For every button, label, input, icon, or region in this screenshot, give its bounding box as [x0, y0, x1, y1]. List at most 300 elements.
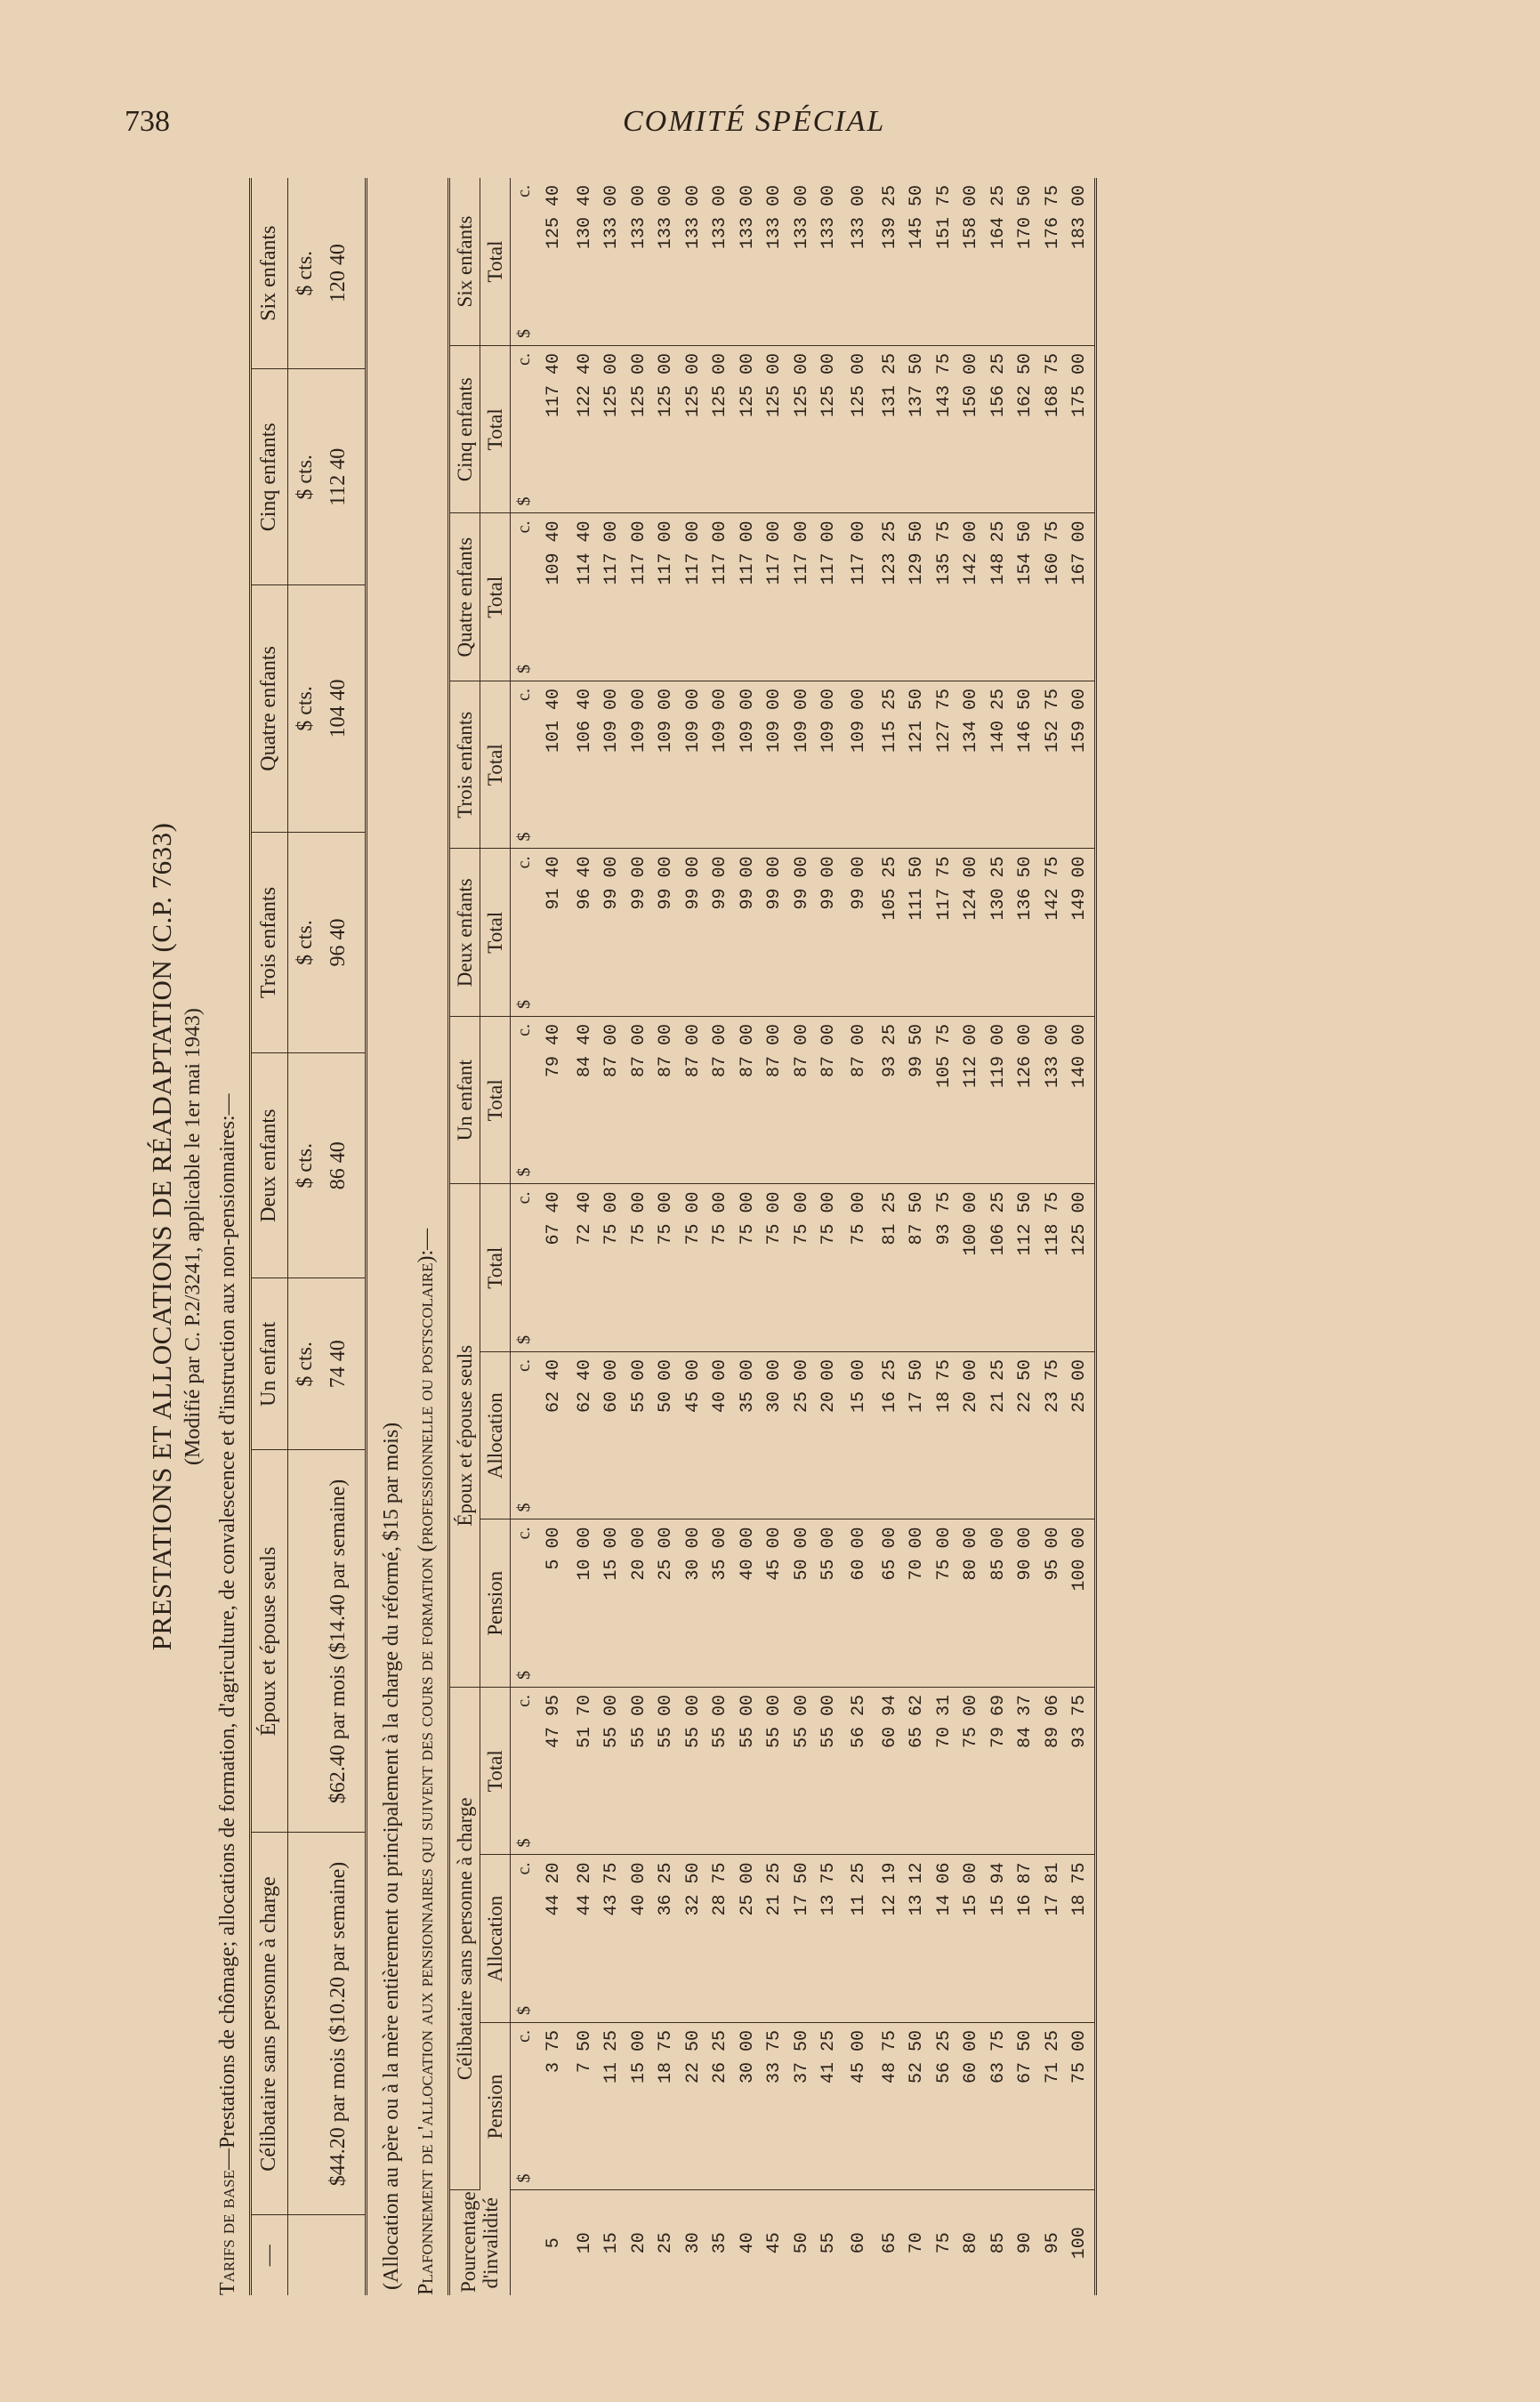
- value-cell: 18 75: [1067, 1855, 1095, 2023]
- dollar-unit: $: [514, 1167, 535, 1177]
- value-cell: 109 00: [816, 681, 843, 850]
- rotated-page-content: [142, 178, 1441, 2295]
- value-cell: 18 75: [931, 1352, 959, 1520]
- base-value-cell: 74 40: [319, 1278, 367, 1450]
- base-rates-header-row: [251, 178, 288, 2295]
- value-cell: 75 00: [1067, 2023, 1095, 2191]
- value-cell: 60 00: [843, 1519, 877, 1688]
- value-cell: 87 00: [735, 1017, 762, 1185]
- value-cell: 124 00: [958, 849, 986, 1017]
- value-cell: 125 00: [843, 346, 877, 514]
- value-cell: 133 00: [653, 178, 681, 346]
- value-cell: 133 00: [599, 178, 626, 346]
- value-cell: 152 75: [1040, 681, 1068, 850]
- table-row: [958, 178, 986, 2295]
- percentage-cell: 80: [961, 2232, 982, 2254]
- value-cell: 13 75: [816, 1855, 843, 2023]
- percentage-cell: 10: [574, 2232, 595, 2254]
- value-cell: 75 00: [653, 1184, 681, 1352]
- plafond-subheader-cell: Total: [480, 681, 510, 850]
- cents-unit: c.: [514, 1862, 535, 1875]
- group-celibataire-header: Célibataire sans personne à charge: [448, 1688, 480, 2191]
- value-cell: 71 25: [1040, 2023, 1068, 2191]
- value-cell: 135 75: [931, 513, 959, 681]
- table-row: [572, 178, 600, 2295]
- value-cell: 21 25: [762, 1855, 789, 2023]
- dollar-unit: $: [514, 329, 535, 338]
- value-cell: 106 25: [986, 1184, 1013, 1352]
- value-cell: 56 25: [843, 1688, 877, 1856]
- value-cell: 33 75: [762, 2023, 789, 2191]
- value-cell: 81 25: [877, 1184, 905, 1352]
- value-cell: 164 25: [986, 178, 1013, 346]
- table-row: [1012, 178, 1040, 2295]
- plafond-subheader-cell: Total: [480, 178, 510, 346]
- value-cell: 87 00: [762, 1017, 789, 1185]
- table-row: [931, 178, 959, 2295]
- value-cell: 84 37: [1012, 1688, 1040, 1856]
- value-cell: 168 75: [1040, 346, 1068, 514]
- value-cell: 84 40: [572, 1017, 600, 1185]
- value-cell: 45 00: [681, 1352, 708, 1520]
- dollar-unit: $: [514, 1000, 535, 1009]
- value-cell: 44 20: [538, 1855, 572, 2023]
- value-cell: 117 00: [843, 513, 877, 681]
- cents-unit: c.: [514, 2030, 535, 2043]
- value-cell: 75 00: [599, 1184, 626, 1352]
- value-cell: 145 50: [904, 178, 931, 346]
- value-cell: 20 00: [626, 1519, 654, 1688]
- value-cell: 87 00: [653, 1017, 681, 1185]
- value-cell: 60 94: [877, 1688, 905, 1856]
- percentage-cell: 85: [988, 2232, 1009, 2254]
- plafond-unit-cell: [511, 2190, 538, 2295]
- value-cell: 87 00: [707, 1017, 735, 1185]
- value-cell: 26 25: [707, 2023, 735, 2191]
- plafond-unit-cell: [511, 346, 538, 514]
- value-cell: 114 40: [572, 513, 600, 681]
- value-cell: 175 00: [1067, 346, 1095, 514]
- cents-unit: c.: [514, 520, 535, 534]
- base-value-cell: 112 40: [319, 369, 367, 585]
- value-cell: 75 00: [626, 1184, 654, 1352]
- children-5-header: Cinq enfants: [448, 346, 480, 514]
- value-cell: 75 00: [707, 1184, 735, 1352]
- value-cell: 125 00: [707, 346, 735, 514]
- percentage-cell: 35: [710, 2232, 731, 2254]
- value-cell: 55 00: [762, 1688, 789, 1856]
- plafond-header-row-1: [448, 178, 480, 2295]
- base-header-cell: Quatre enfants: [251, 585, 288, 832]
- value-cell: 15 00: [599, 1519, 626, 1688]
- value-cell: 28 75: [707, 1855, 735, 2023]
- value-cell: 125 00: [735, 346, 762, 514]
- value-cell: 125 40: [538, 178, 572, 346]
- value-cell: 117 00: [762, 513, 789, 681]
- value-cell: 22 50: [681, 2023, 708, 2191]
- value-cell: 3 75: [538, 2023, 572, 2191]
- dollar-unit: $: [514, 1335, 535, 1344]
- value-cell: 41 25: [816, 2023, 843, 2191]
- percentage-cell: 60: [849, 2232, 870, 2254]
- base-rates-intro: [216, 178, 240, 2295]
- value-cell: 99 00: [843, 849, 877, 1017]
- percentage-cell: 95: [1042, 2232, 1063, 2254]
- value-cell: 99 00: [735, 849, 762, 1017]
- value-cell: 62 40: [572, 1352, 600, 1520]
- children-3-header: Trois enfants: [448, 681, 480, 850]
- value-cell: 11 25: [843, 1855, 877, 2023]
- table-row: [538, 178, 572, 2295]
- plafond-unit-cell: [511, 1688, 538, 1856]
- table-row: [599, 178, 626, 2295]
- value-cell: 96 40: [572, 849, 600, 1017]
- value-cell: 25 00: [789, 1352, 817, 1520]
- plafond-table: [447, 178, 1097, 2295]
- value-cell: 89 06: [1040, 1688, 1068, 1856]
- percentage-cell: 40: [737, 2232, 758, 2254]
- value-cell: 22 50: [1012, 1352, 1040, 1520]
- value-cell: 62 40: [538, 1352, 572, 1520]
- value-cell: 17 81: [1040, 1855, 1068, 2023]
- base-header-cell: Cinq enfants: [251, 369, 288, 585]
- table-row: [986, 178, 1013, 2295]
- value-cell: 159 00: [1067, 681, 1095, 850]
- value-cell: 87 00: [789, 1017, 817, 1185]
- value-cell: 140 00: [1067, 1017, 1095, 1185]
- table-row: [626, 178, 654, 2295]
- value-cell: 17 50: [789, 1855, 817, 2023]
- parent-allocation-note: (Allocation au père ou à la mère entièrement ou principalement à la charge du réformé, $15 par mois): [379, 1422, 403, 2290]
- base-unit-cell: $ cts.: [287, 1278, 319, 1450]
- percentage-cell: 20: [628, 2232, 649, 2254]
- value-cell: 99 50: [904, 1017, 931, 1185]
- base-rates-lead: Tarifs de base: [216, 2170, 239, 2295]
- value-cell: 17 50: [904, 1352, 931, 1520]
- base-header-cell: Deux enfants: [251, 1053, 288, 1278]
- value-cell: 55 00: [599, 1688, 626, 1856]
- dollar-unit: $: [514, 2173, 535, 2183]
- value-cell: 142 00: [958, 513, 986, 681]
- value-cell: 14 06: [931, 1855, 959, 2023]
- col-pourcentage-header: Pourcentage d'invalidité: [448, 2190, 511, 2295]
- dollar-unit: $: [514, 1503, 535, 1512]
- value-cell: 129 50: [904, 513, 931, 681]
- value-cell: 87 50: [904, 1184, 931, 1352]
- value-cell: 10 00: [572, 1519, 600, 1688]
- value-cell: 75 00: [816, 1184, 843, 1352]
- base-rates-unit-row: [287, 178, 319, 2295]
- value-cell: 36 25: [653, 1855, 681, 2023]
- value-cell: 23 75: [1040, 1352, 1068, 1520]
- children-2-header: Deux enfants: [448, 849, 480, 1017]
- value-cell: 48 75: [877, 2023, 905, 2191]
- value-cell: 115 25: [877, 681, 905, 850]
- cents-unit: c.: [514, 856, 535, 869]
- children-4-header: Quatre enfants: [448, 513, 480, 681]
- value-cell: 149 00: [1067, 849, 1095, 1017]
- plafond-unit-cell: [511, 1855, 538, 2023]
- value-cell: 109 00: [762, 681, 789, 850]
- base-header-cell: Célibataire sans personne à charge: [251, 1833, 288, 2215]
- percentage-cell: 15: [601, 2232, 623, 2254]
- value-cell: 55 00: [626, 1688, 654, 1856]
- value-cell: 95 00: [1040, 1519, 1068, 1688]
- value-cell: 109 00: [681, 681, 708, 850]
- value-cell: 154 50: [1012, 513, 1040, 681]
- value-cell: 11 25: [599, 2023, 626, 2191]
- value-cell: 109 00: [843, 681, 877, 850]
- value-cell: 99 00: [599, 849, 626, 1017]
- value-cell: 65 62: [904, 1688, 931, 1856]
- value-cell: 13 12: [904, 1855, 931, 2023]
- base-value-cell: 86 40: [319, 1053, 367, 1278]
- value-cell: 125 00: [1067, 1184, 1095, 1352]
- value-cell: 85 00: [986, 1519, 1013, 1688]
- value-cell: 60 00: [599, 1352, 626, 1520]
- plafond-subheader-cell: Total: [480, 849, 510, 1017]
- base-header-cell: Un enfant: [251, 1278, 288, 1450]
- dollar-unit: $: [514, 1671, 535, 1680]
- dollar-unit: $: [514, 832, 535, 842]
- percentage-cell: 45: [764, 2232, 786, 2254]
- plafond-subheader-cell: Total: [480, 1688, 510, 1856]
- value-cell: 91 40: [538, 849, 572, 1017]
- value-cell: 117 00: [816, 513, 843, 681]
- value-cell: 133 00: [843, 178, 877, 346]
- base-unit-cell: $ cts.: [287, 1053, 319, 1278]
- value-cell: 117 00: [707, 513, 735, 681]
- plafond-subheader-cell: Allocation: [480, 1352, 510, 1520]
- plafond-subheader-cell: Pension: [480, 2023, 510, 2191]
- value-cell: 20 00: [816, 1352, 843, 1520]
- value-cell: 112 00: [958, 1017, 986, 1185]
- base-rates-text: —Prestations de chômage; allocations de formation, d'agriculture, de convalescence et d'instruction aux non-pensionnaires:—: [216, 1093, 239, 2171]
- value-cell: 100 00: [1067, 1519, 1095, 1688]
- percentage-cell: 5: [544, 2237, 565, 2249]
- value-cell: 55 00: [653, 1688, 681, 1856]
- value-cell: 55 00: [707, 1688, 735, 1856]
- value-cell: 55 00: [626, 1352, 654, 1520]
- table-row: [789, 178, 817, 2295]
- table-row: [843, 178, 877, 2295]
- value-cell: 105 75: [931, 1017, 959, 1185]
- dollar-unit: $: [514, 1838, 535, 1848]
- cents-unit: c.: [514, 353, 535, 366]
- value-cell: 30 00: [735, 2023, 762, 2191]
- value-cell: 70 00: [904, 1519, 931, 1688]
- value-cell: 87 00: [681, 1017, 708, 1185]
- value-cell: 16 25: [877, 1352, 905, 1520]
- value-cell: 133 00: [681, 178, 708, 346]
- value-cell: 52 50: [904, 2023, 931, 2191]
- percentage-cell: 55: [818, 2232, 840, 2254]
- value-cell: 142 75: [1040, 849, 1068, 1017]
- value-cell: 119 00: [986, 1017, 1013, 1185]
- percentage-cell: 90: [1015, 2232, 1036, 2254]
- value-cell: 70 31: [931, 1688, 959, 1856]
- base-value-cell: 120 40: [319, 178, 367, 369]
- value-cell: 5 00: [538, 1519, 572, 1688]
- cents-unit: c.: [514, 1024, 535, 1036]
- value-cell: 105 25: [877, 849, 905, 1017]
- base-unit-cell: $ cts.: [287, 585, 319, 832]
- cents-unit: c.: [514, 1695, 535, 1707]
- value-cell: 123 25: [877, 513, 905, 681]
- value-cell: 109 00: [626, 681, 654, 850]
- percentage-cell: 75: [933, 2232, 955, 2254]
- value-cell: 140 25: [986, 681, 1013, 850]
- value-cell: 63 75: [986, 2023, 1013, 2191]
- value-cell: 67 40: [538, 1184, 572, 1352]
- plafond-subheader-cell: Pension: [480, 1519, 510, 1688]
- value-cell: 117 00: [599, 513, 626, 681]
- value-cell: 118 75: [1040, 1184, 1068, 1352]
- table-row: [1067, 178, 1095, 2295]
- value-cell: 125 00: [681, 346, 708, 514]
- value-cell: 109 00: [735, 681, 762, 850]
- document-title: PRESTATIONS ET ALLOCATIONS DE RÉADAPTATION (C.P. 7633): [146, 822, 177, 1651]
- value-cell: 146 50: [1012, 681, 1040, 850]
- value-cell: 125 00: [762, 346, 789, 514]
- plafond-subheader-cell: Allocation: [480, 1855, 510, 2023]
- group-epoux-header: Époux et épouse seuls: [448, 1184, 480, 1688]
- base-unit-cell: $ cts.: [287, 369, 319, 585]
- children-1-header: Un enfant: [448, 1017, 480, 1185]
- plafond-subheader-cell: Total: [480, 1184, 510, 1352]
- value-cell: 65 00: [877, 1519, 905, 1688]
- value-cell: 25 00: [653, 1519, 681, 1688]
- table-row: [681, 178, 708, 2295]
- plafond-unit-cell: [511, 1352, 538, 1520]
- percentage-cell: 70: [907, 2232, 928, 2254]
- value-cell: 122 40: [572, 346, 600, 514]
- value-cell: 75 00: [762, 1184, 789, 1352]
- value-cell: 117 75: [931, 849, 959, 1017]
- base-value-cell: [319, 2215, 367, 2295]
- value-cell: 126 00: [1012, 1017, 1040, 1185]
- value-cell: 93 25: [877, 1017, 905, 1185]
- value-cell: 55 00: [816, 1519, 843, 1688]
- value-cell: 133 00: [735, 178, 762, 346]
- running-title: COMITÉ SPÉCIAL: [623, 105, 886, 138]
- percentage-cell: 50: [791, 2232, 812, 2254]
- value-cell: 20 00: [958, 1352, 986, 1520]
- value-cell: 16 87: [1012, 1855, 1040, 2023]
- value-cell: 125 00: [816, 346, 843, 514]
- value-cell: 109 00: [653, 681, 681, 850]
- table-row: [735, 178, 762, 2295]
- document-subtitle: (Modifié par C. P.2/3241, applicable le 1er mai 1943): [181, 1008, 205, 1465]
- value-cell: 79 69: [986, 1688, 1013, 1856]
- value-cell: 80 00: [958, 1519, 986, 1688]
- percentage-cell: 100: [1069, 2227, 1091, 2260]
- value-cell: 30 00: [762, 1352, 789, 1520]
- value-cell: 44 20: [572, 1855, 600, 2023]
- value-cell: 87 00: [626, 1017, 654, 1185]
- table-row: [707, 178, 735, 2295]
- plafond-unit-row: [511, 178, 538, 2295]
- plafond-unit-cell: [511, 849, 538, 1017]
- base-unit-cell: $ cts.: [287, 178, 319, 369]
- value-cell: 40 00: [707, 1352, 735, 1520]
- value-cell: 75 00: [681, 1184, 708, 1352]
- value-cell: 51 70: [572, 1688, 600, 1856]
- cents-unit: c.: [514, 1527, 535, 1540]
- value-cell: 133 00: [1040, 1017, 1068, 1185]
- value-cell: 106 40: [572, 681, 600, 850]
- plafond-unit-cell: [511, 1519, 538, 1688]
- cents-unit: c.: [514, 1191, 535, 1205]
- plafond-subheader-cell: Total: [480, 513, 510, 681]
- value-cell: 55 00: [681, 1688, 708, 1856]
- value-cell: 75 00: [735, 1184, 762, 1352]
- cents-unit: c.: [514, 689, 535, 701]
- cents-unit: c.: [514, 1359, 535, 1372]
- value-cell: 117 00: [626, 513, 654, 681]
- value-cell: 75 00: [958, 1688, 986, 1856]
- value-cell: 133 00: [789, 178, 817, 346]
- cents-unit: c.: [514, 185, 535, 197]
- value-cell: 25 00: [1067, 1352, 1095, 1520]
- base-header-cell: Époux et épouse seuls: [251, 1450, 288, 1833]
- plafond-unit-cell: [511, 1017, 538, 1185]
- value-cell: 148 25: [986, 513, 1013, 681]
- value-cell: 75 00: [843, 1184, 877, 1352]
- value-cell: 139 25: [877, 178, 905, 346]
- value-cell: 133 00: [762, 178, 789, 346]
- table-row: [762, 178, 789, 2295]
- value-cell: 112 50: [1012, 1184, 1040, 1352]
- plafond-table-body: [511, 178, 1096, 2295]
- value-cell: 75 00: [931, 1519, 959, 1688]
- base-header-cell: Six enfants: [251, 178, 288, 369]
- value-cell: 150 00: [958, 346, 986, 514]
- value-cell: 143 75: [931, 346, 959, 514]
- value-cell: 15 00: [958, 1855, 986, 2023]
- base-value-cell: 104 40: [319, 585, 367, 832]
- base-rates-values-row: [319, 178, 367, 2295]
- value-cell: 50 00: [653, 1352, 681, 1520]
- value-cell: 109 40: [538, 513, 572, 681]
- value-cell: 160 75: [1040, 513, 1068, 681]
- value-cell: 130 25: [986, 849, 1013, 1017]
- plafond-unit-cell: [511, 178, 538, 346]
- value-cell: 109 00: [707, 681, 735, 850]
- value-cell: 43 75: [599, 1855, 626, 2023]
- value-cell: 117 00: [681, 513, 708, 681]
- value-cell: 158 00: [958, 178, 986, 346]
- value-cell: 55 00: [789, 1688, 817, 1856]
- value-cell: 121 50: [904, 681, 931, 850]
- value-cell: 79 40: [538, 1017, 572, 1185]
- value-cell: 15 00: [843, 1352, 877, 1520]
- base-rates-table: [249, 178, 367, 2295]
- value-cell: 15 94: [986, 1855, 1013, 2023]
- value-cell: 117 00: [735, 513, 762, 681]
- value-cell: 99 00: [816, 849, 843, 1017]
- percentage-cell: 30: [682, 2232, 704, 2254]
- value-cell: 125 00: [653, 346, 681, 514]
- value-cell: 125 00: [789, 346, 817, 514]
- value-cell: 176 75: [1040, 178, 1068, 346]
- value-cell: 18 75: [653, 2023, 681, 2191]
- value-cell: 35 00: [735, 1352, 762, 1520]
- value-cell: 99 00: [762, 849, 789, 1017]
- value-cell: 156 25: [986, 346, 1013, 514]
- value-cell: 7 50: [572, 2023, 600, 2191]
- value-cell: 45 00: [843, 2023, 877, 2191]
